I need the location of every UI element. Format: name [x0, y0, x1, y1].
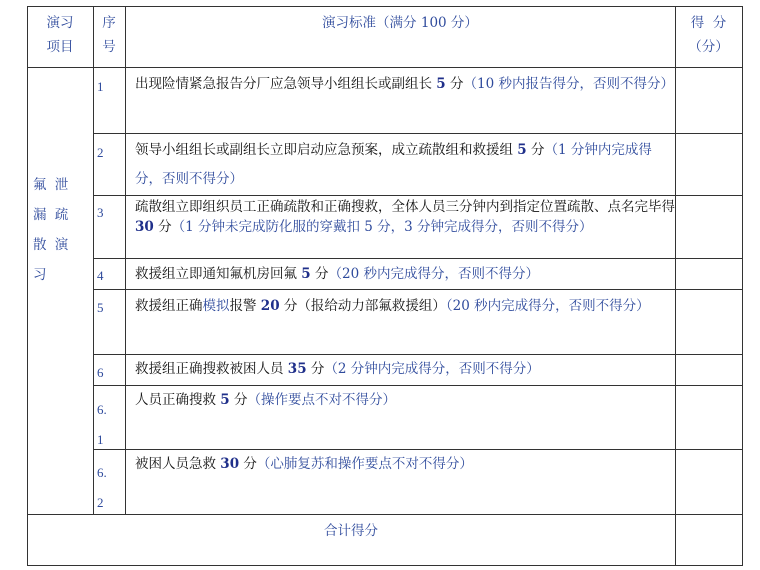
seq-6-2-line2: 2	[97, 495, 104, 510]
standard-text-part: 分	[239, 456, 257, 472]
standard-text-part: 领导小组组长或副组长立即启动应急预案，成立疏散组和救援组	[135, 142, 518, 158]
scoring-table	[27, 6, 743, 566]
standard-row-4	[135, 260, 675, 289]
standard-text-part: 模拟	[202, 298, 230, 314]
header-project	[27, 11, 93, 59]
seq-5: 5	[97, 300, 104, 315]
standard-text-part: 20	[260, 298, 280, 314]
header-project-line2: 项目	[46, 39, 74, 55]
standard-text-part: 5	[436, 76, 446, 92]
total-label: 合计得分	[324, 523, 378, 539]
project-label-line1: 氟 泄	[33, 177, 71, 193]
standard-text-part: （2 分钟内完成得分，否则不得分）	[324, 361, 540, 377]
seq-6: 6	[97, 365, 104, 380]
seq-2: 2	[97, 145, 104, 160]
standard-row-6	[135, 355, 675, 384]
standard-text-part: 分	[153, 219, 172, 235]
seq-6-2	[97, 458, 107, 518]
standard-text-part: 30	[135, 219, 154, 235]
standard-text-part: 5	[220, 392, 230, 408]
standard-text-part: （1 分钟未完成防化服的穿戴扣 5 分，3 分钟完成得分，否则不得分）	[171, 219, 593, 235]
standard-text-part: 5	[517, 142, 527, 158]
header-score-line2: （分）	[688, 39, 729, 55]
header-score-line1: 得 分	[690, 15, 727, 31]
standard-text-part: 30	[220, 456, 240, 472]
standard-text-part: 分	[445, 76, 464, 92]
standard-text-part: 35	[287, 361, 307, 377]
standard-text-part: （20 秒内完成得分，否则不得分）	[328, 266, 539, 282]
standard-text-part: （心肺复苏和操作要点不对不得分）	[256, 456, 473, 472]
standard-text-part: 救援组正确搜救被困人员	[135, 361, 288, 377]
header-project-line1: 演习	[46, 15, 74, 31]
seq-6-1-line2: 1	[97, 432, 104, 447]
standard-text-part: 被困人员急救	[135, 456, 221, 472]
seq-1: 1	[97, 79, 104, 94]
project-label	[33, 170, 89, 290]
standard-row-1	[135, 70, 675, 99]
standard-text-part: 分	[229, 392, 248, 408]
project-label-line3: 散 演	[33, 237, 71, 253]
header-standard: 演习标准（满分 100 分）	[322, 15, 478, 31]
standard-text-part: （20 秒内完成得分，否则不得分）	[445, 298, 650, 314]
project-label-line2: 漏 疏	[33, 207, 71, 223]
standard-text-part: 疏散组立即组织员工正确疏散和正确搜救，全体人员三分钟内到指定位置疏散、点名完毕得	[135, 199, 675, 215]
seq-6-1-line1: 6.	[97, 402, 107, 417]
standard-text-part: 报警	[229, 298, 261, 314]
standard-row-3	[135, 197, 675, 237]
standard-text-part: 出现险情紧急报告分厂应急领导小组组长或副组长	[135, 76, 437, 92]
standard-row-5	[135, 292, 675, 321]
standard-text-part: 救援组立即通知氟机房回氟	[135, 266, 302, 282]
standard-row-6-2	[135, 450, 675, 479]
standard-text-part: （操作要点不对不得分）	[247, 392, 396, 408]
standard-text-part: 人员正确搜救	[135, 392, 221, 408]
seq-6-1	[97, 395, 107, 455]
seq-6-2-line1: 6.	[97, 465, 107, 480]
seq-4: 4	[97, 268, 104, 283]
standard-row-6-1	[135, 386, 675, 415]
standard-row-2	[135, 136, 675, 194]
project-label-line4: 习	[33, 267, 47, 283]
standard-text-part: 5	[301, 266, 311, 282]
standard-text-part: 救援组正确	[135, 298, 203, 314]
standard-text-part: （1 分钟内完成得分，否则不得分）	[135, 142, 652, 187]
header-seq-line2: 号	[102, 39, 116, 55]
standard-text-part: 分	[306, 361, 325, 377]
header-seq	[93, 11, 125, 59]
standard-text-part: （10 秒内报告得分，否则不得分）	[463, 76, 674, 92]
standard-text-part: 分（报给动力部氟救援组）	[279, 298, 446, 314]
standard-text-part: 分	[310, 266, 329, 282]
header-seq-line1: 序	[102, 15, 116, 31]
standard-text-part: 分	[526, 142, 545, 158]
header-score	[675, 11, 742, 59]
seq-3: 3	[97, 205, 104, 220]
